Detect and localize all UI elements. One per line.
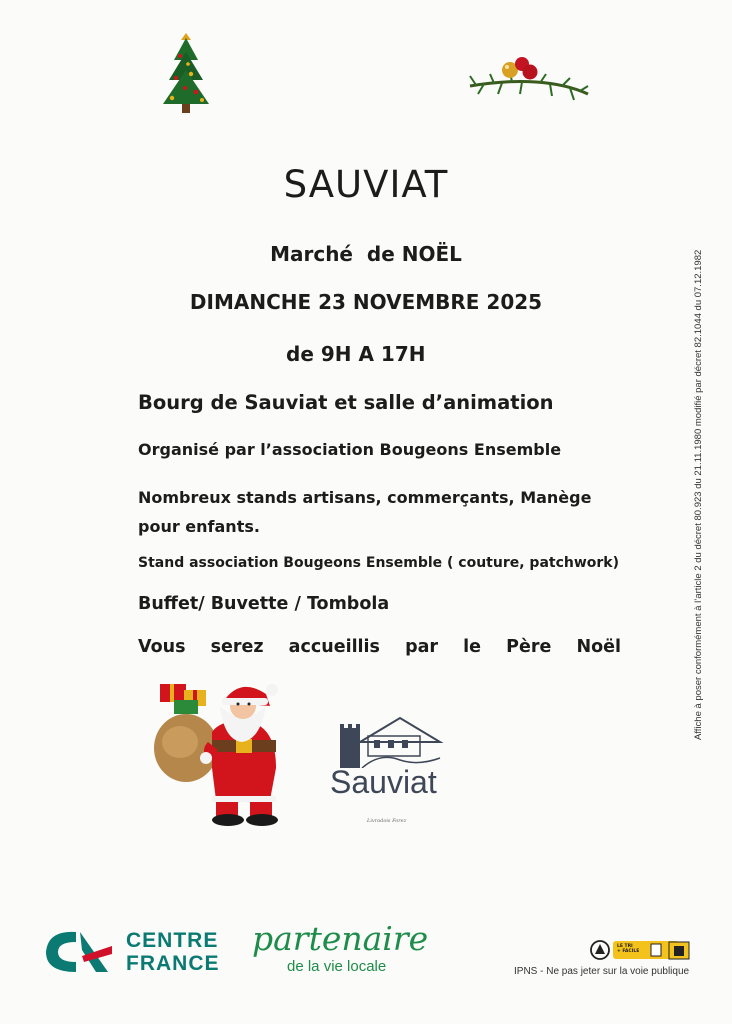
event-name: Marché de NOËL xyxy=(270,242,462,266)
event-stands: Nombreux stands artisans, commerçants, Manège pour enfants. xyxy=(138,488,592,536)
town-logo-tagline: Livradois Forez xyxy=(367,818,407,824)
event-organiser: Organisé par l’association Bougeons Ensemble xyxy=(138,440,562,459)
recycling-icon xyxy=(589,938,695,962)
pine-ornament-icon xyxy=(466,50,592,106)
tri-label-line2: + FACILE xyxy=(617,949,640,954)
santa-welcome: Vous serez accueillis par le Père Noël xyxy=(138,637,621,657)
christmas-tree-icon xyxy=(158,28,214,120)
partner-script: partenaire xyxy=(252,919,429,958)
santa-claus-icon xyxy=(150,676,295,828)
partner-name-line2: FRANCE xyxy=(126,952,220,975)
event-location: Bourg de Sauviat et salle d’animation xyxy=(138,391,554,414)
ipns-notice: IPNS - Ne pas jeter sur la voie publique xyxy=(514,966,690,977)
association-stand: Stand association Bougeons Ensemble ( couture, patchwork) xyxy=(138,555,620,571)
partner-name-line1: CENTRE xyxy=(126,929,219,952)
tri-label xyxy=(617,944,639,954)
buffet-line: Buffet/ Buvette / Tombola xyxy=(138,594,390,614)
credit-agricole-logo-icon xyxy=(42,928,114,978)
tri-label-line1: LE TRI xyxy=(617,944,633,949)
partner-subtitle: de la vie locale xyxy=(287,958,387,975)
legal-notice: Affiche à poser conformément à l’article 2 du décret 80.923 du 21.11.1980 modifié par décret 82.1044 du 07.12.1982 xyxy=(693,249,704,740)
event-date: DIMANCHE 23 NOVEMBRE 2025 xyxy=(189,290,543,314)
event-town-title: SAUVIAT xyxy=(283,163,449,206)
town-logo-icon xyxy=(334,712,444,768)
town-logo-name: Sauviat xyxy=(330,764,437,800)
event-hours: de 9H A 17H xyxy=(286,342,426,366)
